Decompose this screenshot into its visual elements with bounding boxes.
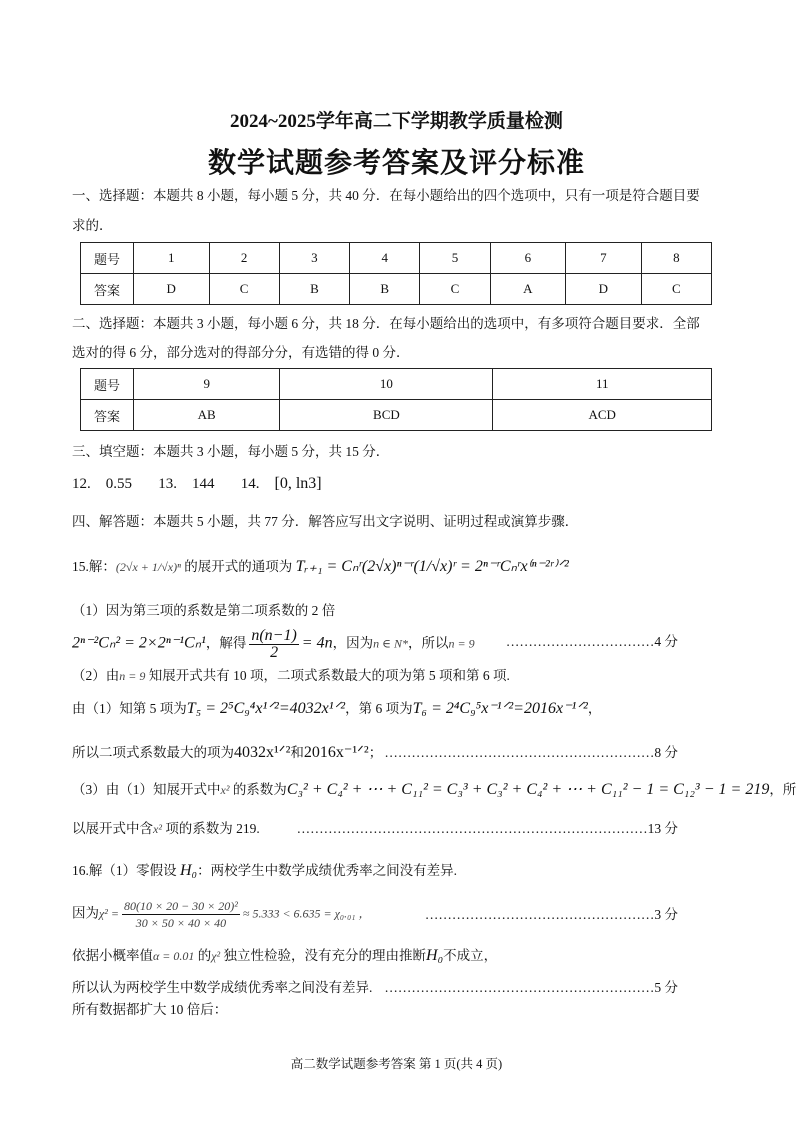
- answer-cell: ACD: [493, 400, 712, 431]
- question-number: 10: [280, 369, 493, 400]
- question-number: 2: [209, 243, 279, 274]
- expr: H₀: [180, 862, 198, 879]
- fill-answers: [72, 475, 322, 493]
- text: 独立性检验，没有充分的理由推断: [223, 948, 427, 963]
- question-number: 4: [350, 243, 420, 274]
- q15-part2-terms: [72, 700, 601, 718]
- expr: x²: [153, 822, 162, 836]
- text: （3）由（1）知展开式中: [72, 782, 221, 797]
- document-subtitle: 数学试题参考答案及评分标准: [207, 148, 585, 179]
- expr: x²: [220, 783, 230, 797]
- text: ，: [587, 701, 602, 716]
- denominator: 30 × 50 × 40 × 40: [135, 916, 227, 930]
- text: 以展开式中含: [72, 821, 153, 836]
- question-number: 1: [134, 243, 210, 274]
- text: （2）由: [72, 668, 120, 683]
- expr: H₀: [426, 947, 444, 964]
- table-row: [81, 400, 712, 431]
- numerator: n(n−1): [251, 627, 297, 644]
- section2-instructions-cont: 选对的得 6 分，部分选对的得部分分，有选错的得 0 分．: [72, 345, 410, 360]
- binomial-expression: (2√x + 1/√x)ⁿ: [115, 560, 181, 574]
- q13-answer: 144: [192, 476, 215, 492]
- equation: 2ⁿ⁻²Cₙ² = 2×2ⁿ⁻¹Cₙ¹: [72, 634, 206, 652]
- text: 项的系数为 219.: [165, 821, 260, 836]
- score-8: ……………………………………………………8 分: [384, 745, 678, 760]
- q12-answer: 0.55: [105, 476, 132, 492]
- score-5: ……………………………………………………5 分: [384, 980, 678, 995]
- text: 知展开式共有 10 项，二项式系数最大的项为第 5 项和第 6 项.: [148, 668, 510, 683]
- section1-instructions: 一、选择题：本题共 8 小题，每小题 5 分，共 40 分．在每小题给出的四个选项中，只有一项是符合题目要: [72, 188, 700, 203]
- q16-label: 16.解（1）零假设: [72, 863, 177, 878]
- general-term-formula: Tᵣ₊₁ = Cₙʳ(2√x)ⁿ⁻ʳ(1/√x)ʳ = 2ⁿ⁻ʳCₙʳx⁽ⁿ⁻²ʳ⁾ᐟ²: [295, 558, 569, 575]
- text: ，所: [769, 782, 796, 797]
- section3-instructions: 三、填空题：本题共 3 小题，每小题 5 分，共 15 分．: [72, 444, 390, 459]
- q16-chi-square: [72, 898, 370, 931]
- question-number: 3: [279, 243, 349, 274]
- answer-cell: B: [350, 274, 420, 305]
- answer-cell: D: [566, 274, 642, 305]
- q16-scaled: 所有数据都扩大 10 倍后：: [72, 1002, 228, 1017]
- text: ，第 6 项为: [345, 701, 413, 716]
- text: ，解得: [205, 635, 247, 651]
- numerator: 80(10 × 20 − 30 × 20)²: [123, 899, 238, 913]
- question-number: 9: [134, 369, 280, 400]
- section2-instructions: 二、选择题：本题共 3 小题，每小题 6 分，共 18 分．在每小题给出的选项中，有多项符合题目要求．全部: [72, 316, 700, 331]
- text: ，因为: [332, 635, 374, 651]
- question-number: 8: [641, 243, 711, 274]
- row-label: 题号: [81, 243, 134, 274]
- expr: n ∈ N*: [373, 636, 408, 651]
- expr: C₃² + C₄² + ⋯ + C₁₁² = C₃³ + C₃² + C₄² + ⋯ + C₁₁² − 1 = C₁₂³ − 1 = 219: [286, 781, 770, 798]
- page-footer: 高二数学试题参考答案 第 1 页(共 4 页): [290, 1057, 503, 1071]
- text: 所以二项式系数最大的项为: [72, 745, 234, 760]
- text: 的展开式的通项为: [184, 559, 293, 574]
- expr: χ² =: [99, 906, 119, 921]
- answer-table-2: [80, 368, 712, 431]
- text: 由（1）知第 5 项为: [72, 701, 187, 716]
- answer-cell: C: [420, 274, 490, 305]
- q15-part3-conclusion: [72, 820, 260, 838]
- question-number: 5: [420, 243, 490, 274]
- expr: 2016x⁻¹ᐟ²: [303, 744, 369, 761]
- fraction: [249, 628, 298, 661]
- answer-cell: BCD: [280, 400, 493, 431]
- text: 因为: [72, 905, 99, 921]
- row-label: 答案: [81, 400, 134, 431]
- denominator: 2: [270, 644, 279, 661]
- text: 的: [197, 948, 212, 963]
- q15-part1-equation: [72, 628, 475, 661]
- q15-label: 15.解：: [72, 559, 116, 574]
- expr: T₆ = 2⁴C₉⁵x⁻¹ᐟ²=2016x⁻¹ᐟ²: [412, 700, 588, 717]
- answer-cell: C: [641, 274, 711, 305]
- expr: n = 9: [119, 669, 146, 683]
- question-number: 7: [566, 243, 642, 274]
- q15-part2: [72, 667, 510, 685]
- expr: α = 0.01: [153, 949, 195, 963]
- score-3: ……………………………………………3 分: [424, 907, 678, 922]
- text: 依据小概率值: [72, 948, 153, 963]
- table-row: [81, 243, 712, 274]
- q14-answer: [0, ln3]: [274, 475, 322, 492]
- answer-cell: A: [490, 274, 566, 305]
- equation: = 4n: [301, 634, 333, 652]
- answer-cell: D: [134, 274, 210, 305]
- expr: T₅ = 2⁵C₉⁴x¹ᐟ²=4032x¹ᐟ²: [186, 700, 346, 717]
- expr: χ²: [211, 949, 221, 963]
- expr: 4032x¹ᐟ²: [234, 744, 291, 761]
- row-label: 题号: [81, 369, 134, 400]
- q13-label: 13.: [158, 476, 177, 492]
- score-4: ……………………………4 分: [505, 634, 678, 649]
- expr: ≈ 5.333 < 6.635 = χ₀.₀₁ ，: [242, 906, 371, 921]
- text: ，所以: [407, 635, 449, 651]
- fraction: [122, 898, 240, 931]
- q16-test: [72, 947, 497, 965]
- answer-table-1: [80, 242, 712, 305]
- answer-cell: AB: [134, 400, 280, 431]
- q12-label: 12.: [72, 476, 91, 492]
- document-title: 2024~2025学年高二下学期教学质量检测: [230, 111, 563, 132]
- text: ：两校学生中数学成绩优秀率之间没有差异.: [197, 863, 457, 878]
- q16-part1: [72, 862, 457, 880]
- q15-part1: （1）因为第三项的系数是第二项系数的 2 倍: [72, 603, 336, 618]
- q15-part2-conclusion: [72, 744, 382, 762]
- text: 和: [290, 745, 304, 760]
- text: 不成立，: [443, 948, 498, 963]
- q15-part3: [72, 781, 796, 799]
- table-row: [81, 369, 712, 400]
- text: 的系数为: [232, 782, 287, 797]
- question-number: 11: [493, 369, 712, 400]
- q16-conclusion: 所以认为两校学生中数学成绩优秀率之间没有差异.: [72, 980, 373, 995]
- question-number: 6: [490, 243, 566, 274]
- answer-cell: B: [279, 274, 349, 305]
- q14-label: 14.: [240, 476, 260, 492]
- section4-instructions: 四、解答题：本题共 5 小题，共 77 分．解答应写出文字说明、证明过程或演算步骤．: [72, 514, 579, 529]
- score-13: ……………………………………………………………………13 分: [296, 821, 678, 836]
- row-label: 答案: [81, 274, 134, 305]
- q15-intro: [72, 558, 569, 576]
- expr: n = 9: [448, 636, 475, 651]
- section1-instructions-cont: 求的．: [72, 218, 113, 233]
- answer-cell: C: [209, 274, 279, 305]
- table-row: [81, 274, 712, 305]
- text: ；: [368, 745, 383, 760]
